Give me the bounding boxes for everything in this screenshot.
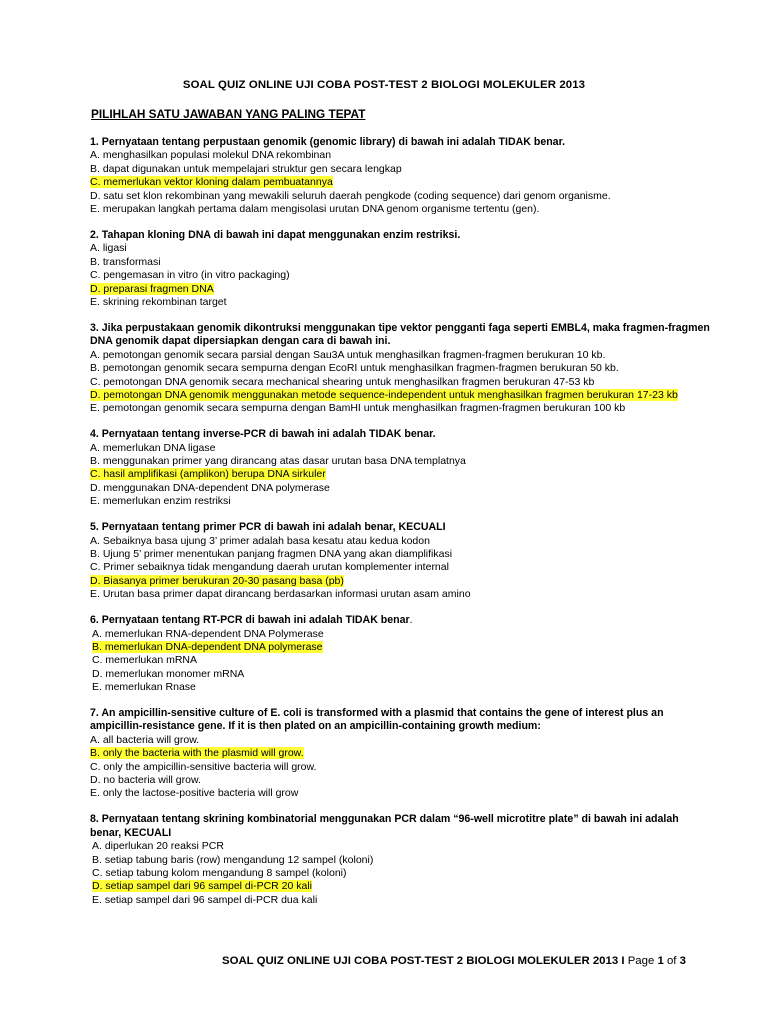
answer-option-label: D. no bacteria will grow. [90,774,201,787]
document-title: SOAL QUIZ ONLINE UJI COBA POST-TEST 2 BIOLOGI MOLEKULER 2013 [182,79,586,91]
answer-option [90,548,710,561]
answer-option [90,149,710,162]
answer-option-label: C. Primer sebaiknya tidak mengandung daerah urutan komplementer internal [90,561,449,574]
answer-option-label: B. setiap tabung baris (row) mengandung 12 sampel (koloni) [92,853,374,866]
footer-page-number: 1 [657,955,664,967]
highlighted-answer: D. Biasanya primer berukuran 20-30 pasang basa (pb) [90,574,344,587]
footer-page-word: Page [627,955,658,967]
highlighted-answer: C. memerlukan vektor kloning dalam pembuatannya [90,176,333,189]
answer-option-label: B. menggunakan primer yang dirancang atas dasar urutan basa DNA templatnya [90,455,466,468]
highlighted-answer: B. only the bacteria with the plasmid will grow. [90,747,304,760]
question-text [90,707,710,734]
answer-option-label: B. Ujung 5’ primer menentukan panjang fragmen DNA yang akan diamplifikasi [90,547,453,560]
answer-option [90,389,710,402]
answer-option [90,867,710,880]
answer-option [90,190,710,203]
highlighted-answer: D. pemotongan DNA genomik menggunakan metode sequence-independent untuk menghasilkan fragmen berukuran 17-23 kb [90,388,678,401]
question-block [90,428,710,508]
question-text-main: 8. Pernyataan tentang skrining kombinatorial menggunakan PCR dalam “96-well microtitre plate” di bawah ini adalah benar, KECUALI [90,813,679,839]
question-list [90,136,710,920]
question-text-main: 6. Pernyataan tentang RT-PCR di bawah ini adalah TIDAK benar [90,614,410,627]
answer-option-label: E. Urutan basa primer dapat dirancang berdasarkan informasi urutan asam amino [90,588,471,601]
answer-option [90,468,710,481]
answer-option-label: A. diperlukan 20 reaksi PCR [92,840,224,853]
question-text-tail: . [409,614,413,627]
answer-option [90,787,710,800]
question-text-main: 3. Jika perpustakaan genomik dikontruksi menggunakan tipe vektor pengganti faga seperti EMBL4, maka fragmen-fragmen DNA genomik dapat dipersiapkan dengan cara di bawah ini. [90,321,710,348]
answer-option [90,854,710,867]
answer-option-label: E. memerlukan Rnase [92,681,196,694]
highlighted-answer: C. hasil amplifikasi (amplikon) berupa DNA sirkuler [90,468,326,481]
answer-option-label: D. menggunakan DNA-dependent DNA polymerase [90,481,330,494]
question-text [90,229,710,242]
page-footer [222,955,686,967]
answer-option [90,840,710,853]
answer-option [90,242,710,255]
answer-option-label: C. pemotongan DNA genomik secara mechanical shearing untuk menghasilkan fragmen berukuran 47-53 kb [90,375,595,388]
question-text [90,322,710,349]
answer-option [90,561,710,574]
question-text [90,428,710,441]
question-block [90,614,710,694]
answer-option [90,283,710,296]
answer-option [90,681,710,694]
answer-option [90,747,710,760]
highlighted-answer: D. preparasi fragmen DNA [90,282,214,295]
answer-option-label: A. pemotongan genomik secara parsial dengan Sau3A untuk menghasilkan fragmen-fragmen berukuran 10 kb. [90,348,606,361]
answer-option-label: A. menghasilkan populasi molekul DNA rekombinan [90,149,332,162]
answer-option [90,495,710,508]
answer-option [90,442,710,455]
answer-option-label: C. only the ampicillin-sensitive bacteria will grow. [90,760,317,773]
question-block [90,813,710,907]
answer-option [90,455,710,468]
highlighted-answer: D. setiap sampel dari 96 sampel di-PCR 20 kali [92,880,313,893]
answer-option [90,628,710,641]
answer-option [90,734,710,747]
answer-option-label: A. ligasi [90,242,127,255]
answer-option-label: E. merupakan langkah pertama dalam mengisolasi urutan DNA genom organisme tertentu (gen). [90,203,540,216]
question-text [90,136,710,149]
answer-option-label: B. dapat digunakan untuk mempelajari struktur gen secara lengkap [90,162,402,175]
answer-option-label: E. memerlukan enzim restriksi [90,495,231,508]
answer-option-label: B. transformasi [90,255,161,268]
answer-option-label: A. all bacteria will grow. [90,733,200,746]
question-block [90,707,710,801]
question-text-main: 2. Tahapan kloning DNA di bawah ini dapat menggunakan enzim restriksi. [90,228,461,241]
answer-option-label: D. satu set klon rekombinan yang mewakili seluruh daerah pengkode (coding sequence) dari genom organisme. [90,189,611,202]
question-text-main: 4. Pernyataan tentang inverse-PCR di bawah ini adalah TIDAK benar. [90,428,436,441]
answer-option-label: E. skrining rekombinan target [90,295,227,308]
answer-option-label: D. memerlukan monomer mRNA [92,667,245,680]
footer-page-total: 3 [679,955,686,967]
answer-option [90,269,710,282]
question-block [90,229,710,309]
instruction-heading: PILIHLAH SATU JAWABAN YANG PALING TEPAT [91,107,366,121]
question-text [90,521,710,534]
answer-option [90,774,710,787]
answer-option [90,761,710,774]
question-text [90,813,710,840]
question-block [90,322,710,416]
answer-option [90,668,710,681]
answer-option [90,362,710,375]
answer-option [90,176,710,189]
answer-option-label: A. memerlukan RNA-dependent DNA Polymerase [92,627,324,640]
highlighted-answer: B. memerlukan DNA-dependent DNA polymerase [92,640,323,653]
question-block [90,136,710,216]
answer-option [90,880,710,893]
answer-option [90,376,710,389]
question-text [90,614,710,627]
answer-option [90,482,710,495]
answer-option [90,349,710,362]
answer-option-label: C. setiap tabung kolom mengandung 8 sampel (koloni) [92,867,347,879]
answer-option [90,535,710,548]
answer-option-label: C. memerlukan mRNA [92,654,198,667]
question-text-main: 5. Pernyataan tentang primer PCR di bawah ini adalah benar, KECUALI [90,521,446,534]
answer-option [90,163,710,176]
footer-of: of [663,955,680,967]
answer-option [90,402,710,415]
answer-option [90,641,710,654]
answer-option [90,256,710,269]
question-text-main: 7. An ampicillin-sensitive culture of E. coli is transformed with a plasmid that contains the gene of interest plus an ampicillin-resistance gene. If it is then plated on an ampicillin-containing growth medium: [90,707,664,733]
answer-option [90,654,710,667]
answer-option [90,296,710,309]
question-block [90,521,710,601]
answer-option-label: E. setiap sampel dari 96 sampel di-PCR dua kali [92,893,318,906]
answer-option-label: A. memerlukan DNA ligase [90,441,216,454]
answer-option-label: C. pengemasan in vitro (in vitro packaging) [90,269,290,282]
answer-option-label: B. pemotongan genomik secara sempurna dengan EcoRI untuk menghasilkan fragmen-fragmen berukuran 50 kb. [90,362,619,375]
answer-option-label: E. only the lactose-positive bacteria will grow [90,787,299,800]
answer-option-label: A. Sebaiknya basa ujung 3’ primer adalah basa kesatu atau kedua kodon [90,534,430,547]
answer-option [90,588,710,601]
answer-option [90,894,710,907]
footer-title: SOAL QUIZ ONLINE UJI COBA POST-TEST 2 BIOLOGI MOLEKULER 2013 I [222,955,628,967]
question-text-main: 1. Pernyataan tentang perpustaan genomik (genomic library) di bawah ini adalah TIDAK benar. [90,136,566,148]
answer-option-label: E. pemotongan genomik secara sempurna dengan BamHI untuk menghasilkan fragmen-fragmen berukuran 100 kb [90,402,626,415]
answer-option [90,575,710,588]
answer-option [90,203,710,216]
